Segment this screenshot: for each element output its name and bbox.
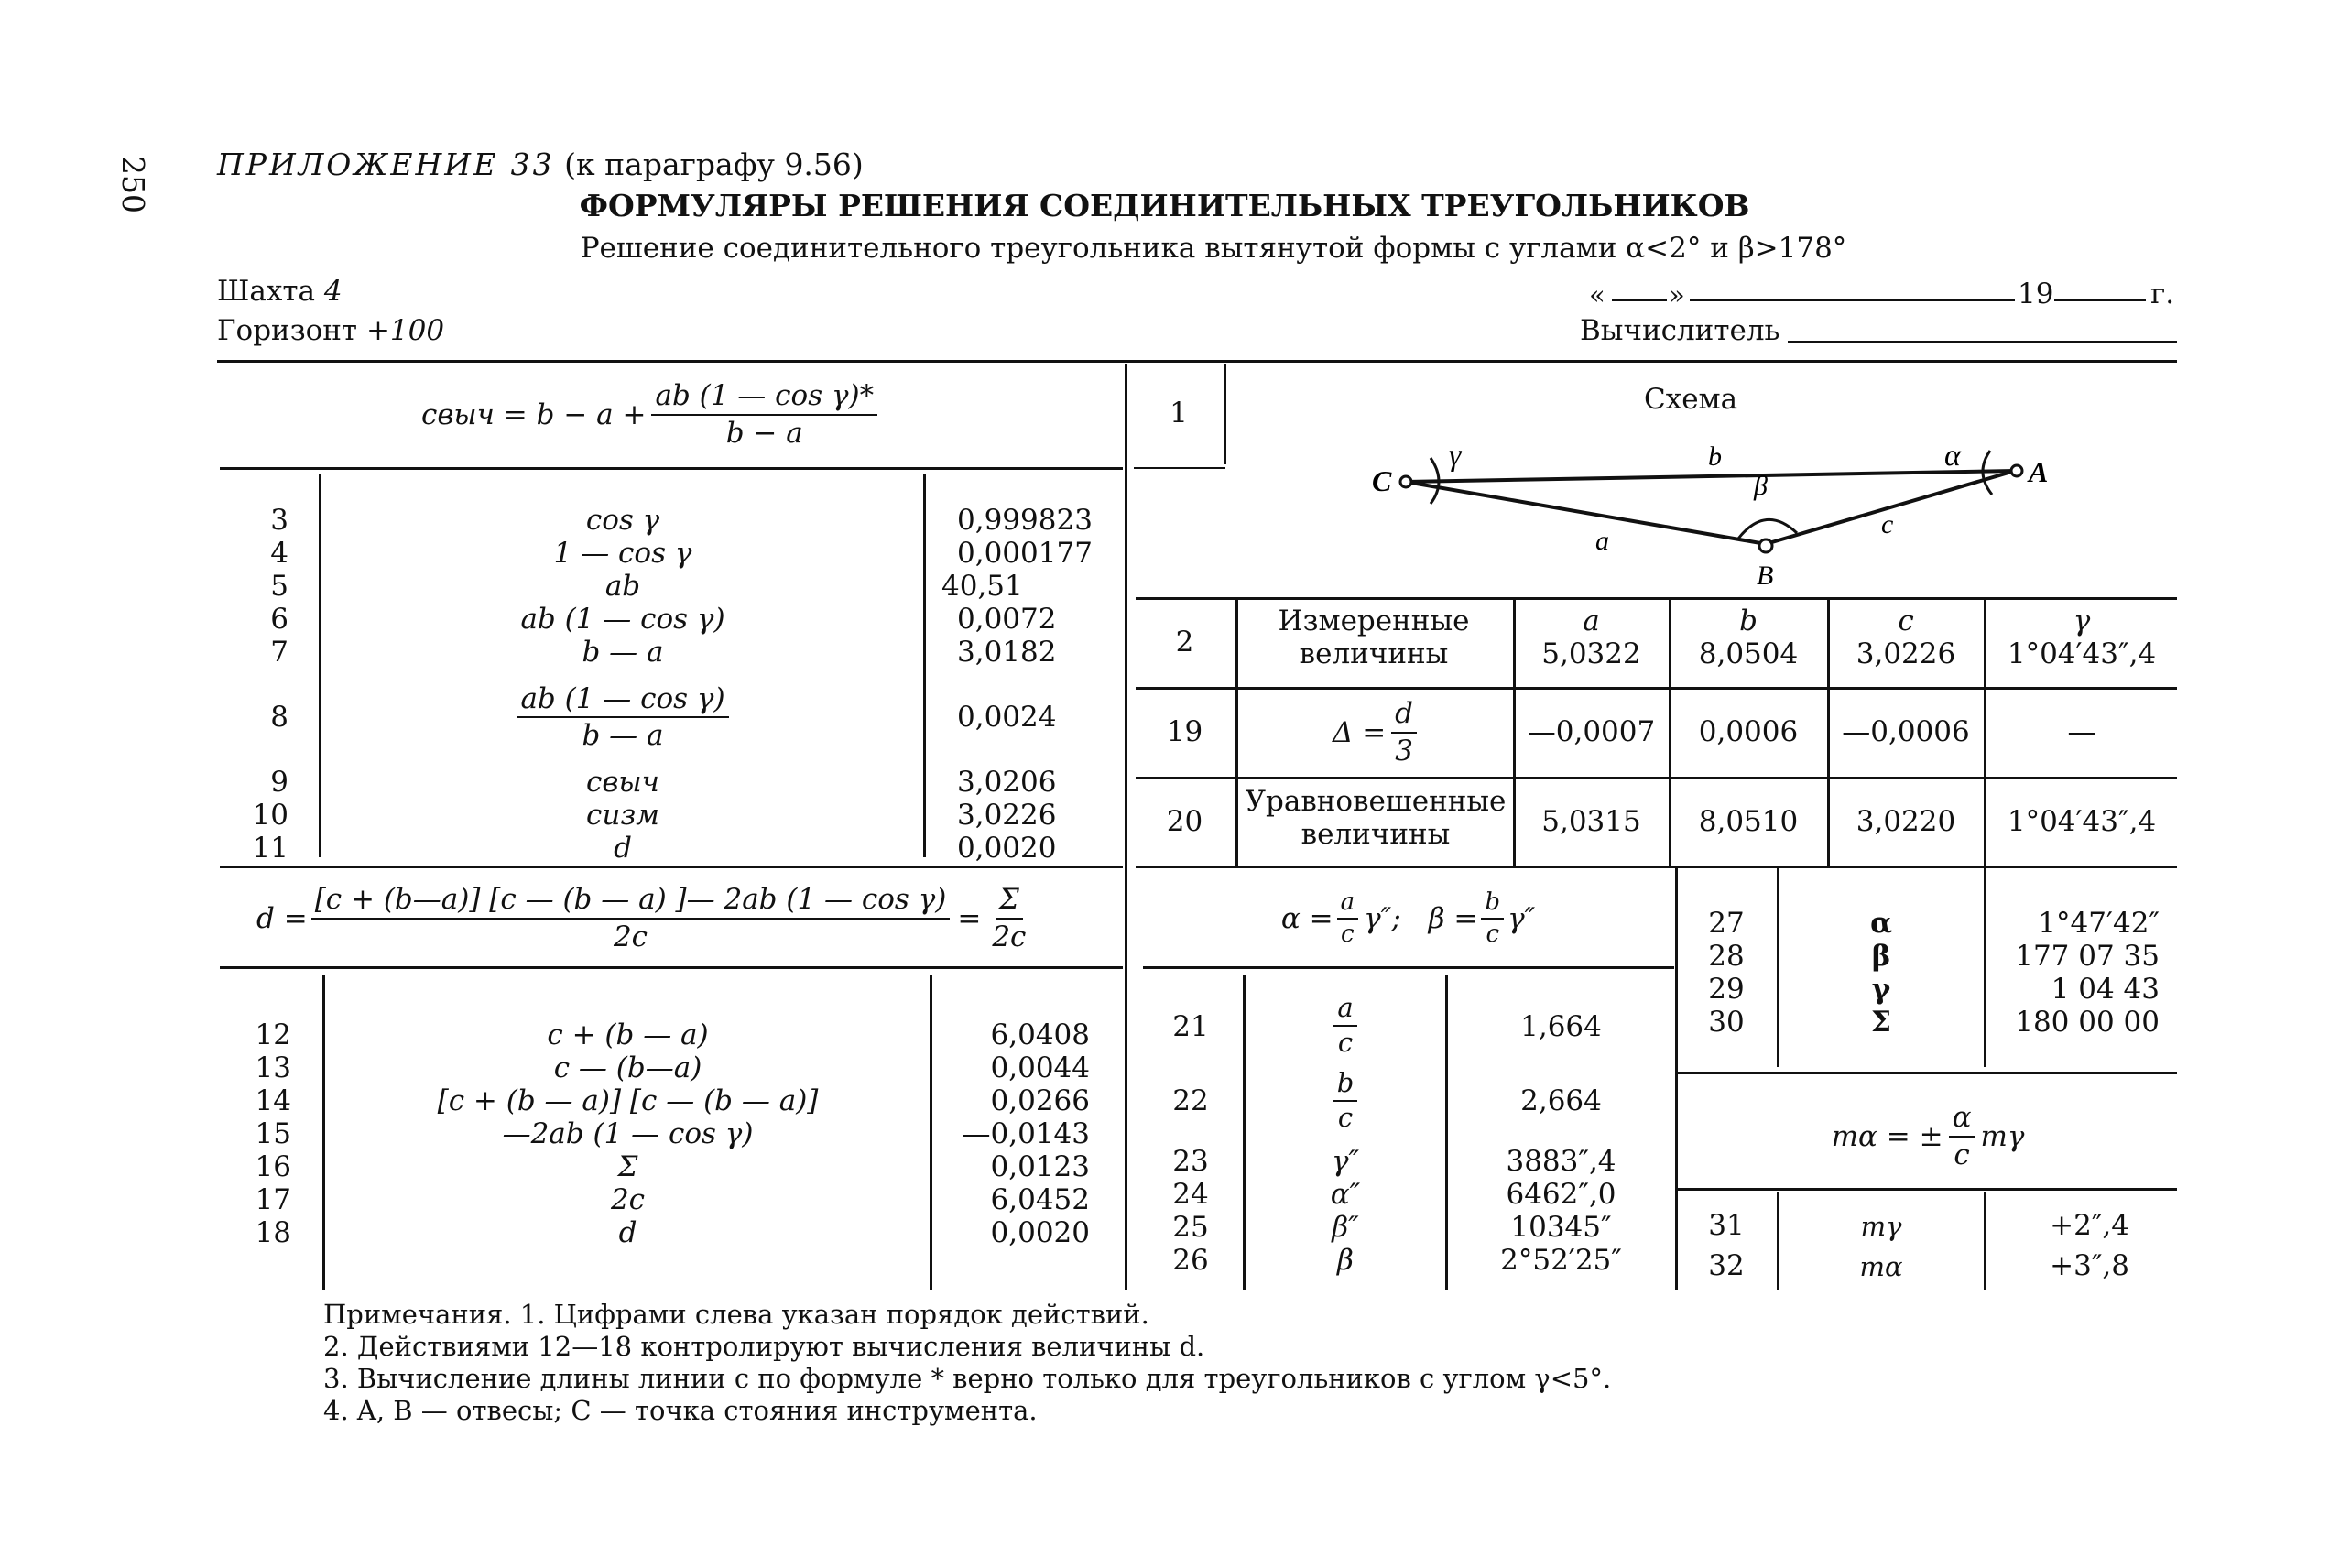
left-top-col2 bbox=[923, 474, 926, 857]
row-expr: β″ bbox=[1332, 1211, 1359, 1244]
row-expr: b — a bbox=[582, 636, 664, 669]
main-divider bbox=[1125, 364, 1127, 1290]
left-bottom-col2 bbox=[930, 975, 932, 1290]
mid-row-22-expr bbox=[1247, 1060, 1443, 1142]
delta-lhs: Δ = bbox=[1332, 715, 1387, 749]
note-1: Примечания. 1. Цифрами слева указан порядок действий. bbox=[323, 1299, 1149, 1330]
row-number: 25 bbox=[1172, 1211, 1209, 1244]
m-col2 bbox=[1984, 1192, 1986, 1290]
horizon-field bbox=[217, 314, 444, 347]
balanced-label: Уравновешенные величины bbox=[1245, 785, 1507, 851]
measured-number: 2 bbox=[1175, 626, 1194, 659]
label-C: C bbox=[1372, 464, 1392, 497]
row8-den: b — a bbox=[582, 719, 664, 752]
alpha-tail: γ″; bbox=[1364, 901, 1401, 935]
row-expr: cos γ bbox=[585, 504, 660, 537]
left-formula-bottom bbox=[220, 467, 1123, 470]
mid-row-22-den: c bbox=[1337, 1102, 1354, 1133]
row-value: 2°52′25″ bbox=[1500, 1244, 1622, 1277]
beta-tail: γ″ bbox=[1507, 901, 1536, 935]
row-value: 180 00 00 bbox=[2015, 1006, 2160, 1039]
label-c: c bbox=[1881, 509, 1894, 539]
mid-row-21-value: 1,664 bbox=[1520, 1010, 1602, 1043]
row-number: 17 bbox=[255, 1183, 291, 1216]
row-expr: [c + (b — a)] [c — (b — a)] bbox=[437, 1084, 819, 1117]
mid-col1 bbox=[1243, 975, 1246, 1290]
d-formula bbox=[256, 875, 1029, 962]
measured-label: Измеренные величины bbox=[1278, 604, 1470, 670]
m-row-32-number: 32 bbox=[1708, 1249, 1745, 1282]
row-expr: c + (b — a) bbox=[547, 1018, 709, 1051]
balanced-bottom bbox=[1136, 866, 2177, 868]
mid-col2 bbox=[1445, 975, 1448, 1290]
row-number: 29 bbox=[1708, 973, 1745, 1006]
row-expr: β bbox=[1337, 1244, 1354, 1277]
row-number: 11 bbox=[252, 832, 288, 865]
date-day-line bbox=[1612, 299, 1667, 301]
row-number: 4 bbox=[270, 537, 288, 570]
row-number: 27 bbox=[1708, 907, 1745, 940]
row-expr: γ″ bbox=[1331, 1145, 1360, 1178]
delta-formula bbox=[1238, 689, 1511, 776]
label-A: A bbox=[2029, 455, 2049, 488]
row-value: 3,0206 bbox=[957, 766, 1057, 799]
date-open-quote: « bbox=[1589, 279, 1605, 310]
row-number: 13 bbox=[255, 1051, 291, 1084]
row-expr: 1 — cos γ bbox=[553, 537, 692, 570]
angles-symbols bbox=[1781, 907, 1981, 1039]
row-expr: cизм bbox=[586, 799, 659, 832]
mid-row-22-number: 22 bbox=[1172, 1084, 1209, 1117]
row-value: 6,0452 bbox=[990, 1183, 1090, 1216]
row-value: 40,51 bbox=[941, 570, 1023, 603]
angles-col2 bbox=[1984, 868, 1986, 1067]
left-top-expressions bbox=[325, 504, 920, 865]
measured-name: c bbox=[1898, 604, 1914, 637]
row-number: 9 bbox=[270, 766, 288, 799]
balanced-val-gamma: 1°04′43″,4 bbox=[2007, 805, 2157, 838]
m-formula-bottom bbox=[1678, 1188, 2177, 1191]
alpha-den: c bbox=[1341, 920, 1355, 948]
d-formula-den: 2c bbox=[613, 920, 648, 953]
date-year-suffix: г. bbox=[2150, 278, 2175, 310]
angles-values bbox=[1997, 907, 2160, 1039]
mine-value: 4 bbox=[323, 275, 343, 308]
row-value: —0,0143 bbox=[962, 1117, 1090, 1150]
side-a-line bbox=[1406, 482, 1766, 544]
d-formula-lhs: d = bbox=[256, 901, 308, 935]
page-title: ФОРМУЛЯРЫ РЕШЕНИЯ СОЕДИНИТЕЛЬНЫХ ТРЕУГОЛЬНИКОВ bbox=[579, 188, 1750, 223]
mid-row-21-expr bbox=[1247, 985, 1443, 1067]
appendix-heading bbox=[217, 147, 864, 182]
row-value: 1 04 43 bbox=[2051, 973, 2160, 1006]
appendix-label: ПРИЛОЖЕНИЕ 33 bbox=[217, 147, 555, 182]
d-formula-eq: = bbox=[957, 901, 982, 935]
left-dformula-bottom bbox=[220, 966, 1123, 969]
measured-name: a bbox=[1583, 604, 1600, 637]
horizon-value: +100 bbox=[365, 314, 445, 347]
left-top-col1 bbox=[319, 474, 321, 857]
row-expr: d bbox=[618, 1216, 637, 1249]
row-value: 3883″,4 bbox=[1506, 1145, 1616, 1178]
scheme-num-bottom bbox=[1134, 467, 1225, 469]
label-alpha: α bbox=[1944, 439, 1961, 473]
row-value: 0,000177 bbox=[957, 537, 1093, 570]
angles-bottom bbox=[1678, 1072, 2177, 1074]
table-top-border bbox=[217, 360, 2177, 363]
delta-val-a: —0,0007 bbox=[1527, 715, 1656, 748]
alpha-beta-formula bbox=[1145, 875, 1671, 962]
calculator-label: Вычислитель bbox=[1580, 314, 1780, 347]
row-value: 3,0182 bbox=[957, 636, 1057, 669]
row-expr: α″ bbox=[1330, 1178, 1361, 1211]
measured-value: 1°04′43″,4 bbox=[2007, 637, 2157, 670]
measured-value: 5,0322 bbox=[1541, 637, 1641, 670]
row-number: 28 bbox=[1708, 940, 1745, 973]
row-value: 0,999823 bbox=[957, 504, 1093, 537]
angles-col1 bbox=[1777, 868, 1779, 1067]
mid-row-22-num: b bbox=[1333, 1069, 1358, 1102]
label-beta: β bbox=[1754, 471, 1768, 501]
row-number: 7 bbox=[270, 636, 288, 669]
row-value: 0,0020 bbox=[957, 832, 1057, 865]
row-value: 0,0072 bbox=[957, 603, 1057, 636]
date-year-line bbox=[2054, 299, 2146, 301]
scheme-bottom bbox=[1136, 597, 2177, 600]
row-number: 16 bbox=[255, 1150, 291, 1183]
note-4: 4. A, B — отвесы; C — точка стояния инструмента. bbox=[323, 1395, 1038, 1426]
row-expr: —2ab (1 — cos γ) bbox=[502, 1117, 754, 1150]
row-number: 6 bbox=[270, 603, 288, 636]
beta-lhs: β = bbox=[1428, 901, 1478, 935]
m-row-31-symbol: mγ bbox=[1860, 1211, 1902, 1242]
m-row-31-value: +2″,4 bbox=[2050, 1209, 2129, 1242]
label-b: b bbox=[1708, 441, 1722, 472]
row-value: 0,0024 bbox=[957, 701, 1057, 734]
measured-col-b bbox=[1671, 604, 1825, 670]
alpha-num: a bbox=[1337, 889, 1359, 920]
balanced-val-c: 3,0220 bbox=[1856, 805, 1956, 838]
row-value: 0,0044 bbox=[990, 1051, 1090, 1084]
row-number: 12 bbox=[255, 1018, 291, 1051]
m-row-32-value: +3″,8 bbox=[2050, 1249, 2129, 1282]
row-expr: Σ bbox=[617, 1150, 638, 1183]
delta-num: d bbox=[1391, 698, 1417, 733]
mid-row-21-den: c bbox=[1337, 1027, 1354, 1058]
beta-num: b bbox=[1481, 889, 1504, 920]
row-expr: cвыч bbox=[586, 766, 659, 799]
m-row-31-number: 31 bbox=[1708, 1209, 1745, 1242]
d-formula-num: [c + (b—a)] [c — (b — a) ]— 2ab (1 — cos γ) bbox=[311, 884, 951, 919]
m-alpha-formula bbox=[1681, 1088, 2175, 1184]
left-top-bottom bbox=[220, 866, 1123, 868]
measured-value: 3,0226 bbox=[1856, 637, 1956, 670]
left-bottom-col1 bbox=[322, 975, 325, 1290]
date-year: 19 bbox=[2018, 278, 2054, 310]
balanced-number: 20 bbox=[1166, 805, 1203, 838]
left-top-values bbox=[941, 504, 1122, 865]
left-top-numbers bbox=[229, 504, 288, 865]
row-value: 177 07 35 bbox=[2015, 940, 2160, 973]
c-calc-fraction bbox=[651, 380, 877, 448]
row-number: 15 bbox=[255, 1117, 291, 1150]
alpha-lhs: α = bbox=[1280, 901, 1333, 935]
row-symbol: γ bbox=[1871, 973, 1891, 1006]
balanced-val-a: 5,0315 bbox=[1541, 805, 1641, 838]
row-number: 14 bbox=[255, 1084, 291, 1117]
m-formula-num: α bbox=[1949, 1102, 1975, 1137]
delta-val-c: —0,0006 bbox=[1842, 715, 1970, 748]
row-number: 26 bbox=[1172, 1244, 1209, 1277]
row-number: 24 bbox=[1172, 1178, 1209, 1211]
measured-name: γ bbox=[2073, 604, 2091, 637]
delta-bottom bbox=[1136, 777, 2177, 779]
note-2: 2. Действиями 12—18 контролируют вычисления величины d. bbox=[323, 1331, 1205, 1362]
mine-label: Шахта bbox=[217, 275, 315, 308]
mid-rows-numbers bbox=[1145, 1145, 1236, 1277]
mid-right-divider bbox=[1675, 868, 1678, 1290]
delta-number: 19 bbox=[1166, 715, 1203, 748]
m-row-32-symbol: mα bbox=[1859, 1251, 1903, 1282]
left-bottom-values bbox=[934, 1018, 1090, 1249]
row-number: 10 bbox=[252, 799, 288, 832]
side-b-line bbox=[1406, 471, 2015, 482]
c-calc-formula bbox=[421, 366, 877, 463]
mine-field bbox=[217, 275, 343, 308]
point-B bbox=[1759, 539, 1772, 552]
row-value: 0,0020 bbox=[990, 1216, 1090, 1249]
row-number: 18 bbox=[255, 1216, 291, 1249]
mid-rows-values bbox=[1449, 1145, 1673, 1277]
measured-col-gamma bbox=[1986, 604, 2177, 670]
point-C bbox=[1400, 476, 1411, 487]
scheme-title: Схема bbox=[1644, 383, 1738, 416]
left-bottom-numbers bbox=[229, 1018, 291, 1249]
delta-val-b: 0,0006 bbox=[1698, 715, 1799, 748]
row-value: 10345″ bbox=[1510, 1211, 1612, 1244]
appendix-ref: (к параграфу 9.56) bbox=[564, 147, 864, 182]
row-value: 0,0266 bbox=[990, 1084, 1090, 1117]
d-formula-den2: 2c bbox=[992, 920, 1027, 953]
row-number: 3 bbox=[270, 504, 288, 537]
balanced-val-b: 8,0510 bbox=[1698, 805, 1799, 838]
row-expr: c — (b—a) bbox=[553, 1051, 702, 1084]
mid-rows-expressions bbox=[1247, 1145, 1443, 1277]
date-month-line bbox=[1690, 299, 2015, 301]
delta-val-gamma: — bbox=[2067, 715, 2096, 748]
mid-row-21-num: a bbox=[1333, 994, 1356, 1027]
row8-num: ab (1 — cos γ) bbox=[517, 683, 728, 718]
row-value: 6462″,0 bbox=[1506, 1178, 1616, 1211]
m-formula-tail: mγ bbox=[1980, 1119, 2025, 1153]
mid-row-22-value: 2,664 bbox=[1520, 1084, 1602, 1117]
row-number: 8 bbox=[270, 701, 288, 734]
scheme-diagram bbox=[1355, 430, 2051, 595]
row-number: 30 bbox=[1708, 1006, 1745, 1039]
scheme-num-divider bbox=[1224, 364, 1226, 464]
m-col1 bbox=[1777, 1192, 1779, 1290]
c-calc-num: ab (1 — cos γ)* bbox=[651, 380, 877, 415]
d-formula-num2: Σ bbox=[996, 884, 1023, 919]
row-symbol: α bbox=[1870, 907, 1892, 940]
measured-value: 8,0504 bbox=[1698, 637, 1799, 670]
row-expr: ab (1 — cos γ) bbox=[520, 603, 725, 636]
calculator-line bbox=[1788, 341, 2177, 343]
row-symbol: β bbox=[1871, 940, 1891, 973]
row-expr: 2c bbox=[610, 1183, 646, 1216]
row-value: 1°47′42″ bbox=[2038, 907, 2160, 940]
beta-den: c bbox=[1486, 920, 1500, 948]
measured-col-a bbox=[1516, 604, 1667, 670]
label-a: a bbox=[1595, 526, 1609, 556]
m-formula-den: c bbox=[1954, 1138, 1970, 1171]
row-expr: d bbox=[614, 832, 632, 865]
measured-name: b bbox=[1739, 604, 1758, 637]
scheme-number: 1 bbox=[1170, 397, 1188, 430]
point-A bbox=[2011, 465, 2022, 476]
mid-row-21-number: 21 bbox=[1172, 1010, 1209, 1043]
row-number: 5 bbox=[270, 570, 288, 603]
label-gamma: γ bbox=[1449, 439, 1462, 473]
c-calc-den: b − a bbox=[725, 416, 803, 450]
row-expr: ab bbox=[604, 570, 641, 603]
row-value: 6,0408 bbox=[990, 1018, 1090, 1051]
note-3: 3. Вычисление длины линии c по формуле * верно только для треугольников с углом γ<5°. bbox=[323, 1363, 1612, 1394]
c-calc-lhs: cвыч = b − a + bbox=[421, 397, 647, 431]
row-value: 0,0123 bbox=[990, 1150, 1090, 1183]
page-number: 250 bbox=[115, 156, 151, 213]
row-symbol: Σ bbox=[1871, 1006, 1891, 1039]
row-number: 23 bbox=[1172, 1145, 1209, 1178]
m-formula-lhs: mα = ± bbox=[1831, 1119, 1943, 1153]
angles-numbers bbox=[1681, 907, 1772, 1039]
label-B: B bbox=[1757, 561, 1774, 591]
page-subtitle: Решение соединительного треугольника вытянутой формы с углами α<2° и β>178° bbox=[580, 232, 1847, 265]
row-expr-fraction bbox=[325, 669, 920, 766]
ab-formula-bottom bbox=[1143, 966, 1674, 969]
delta-den: 3 bbox=[1395, 734, 1413, 768]
notes bbox=[323, 1299, 1611, 1427]
date-close-quote: » bbox=[1669, 279, 1685, 310]
horizon-label: Горизонт bbox=[217, 314, 358, 347]
measured-col-c bbox=[1830, 604, 1982, 670]
left-bottom-expressions bbox=[328, 1018, 928, 1249]
row-value: 3,0226 bbox=[957, 799, 1057, 832]
